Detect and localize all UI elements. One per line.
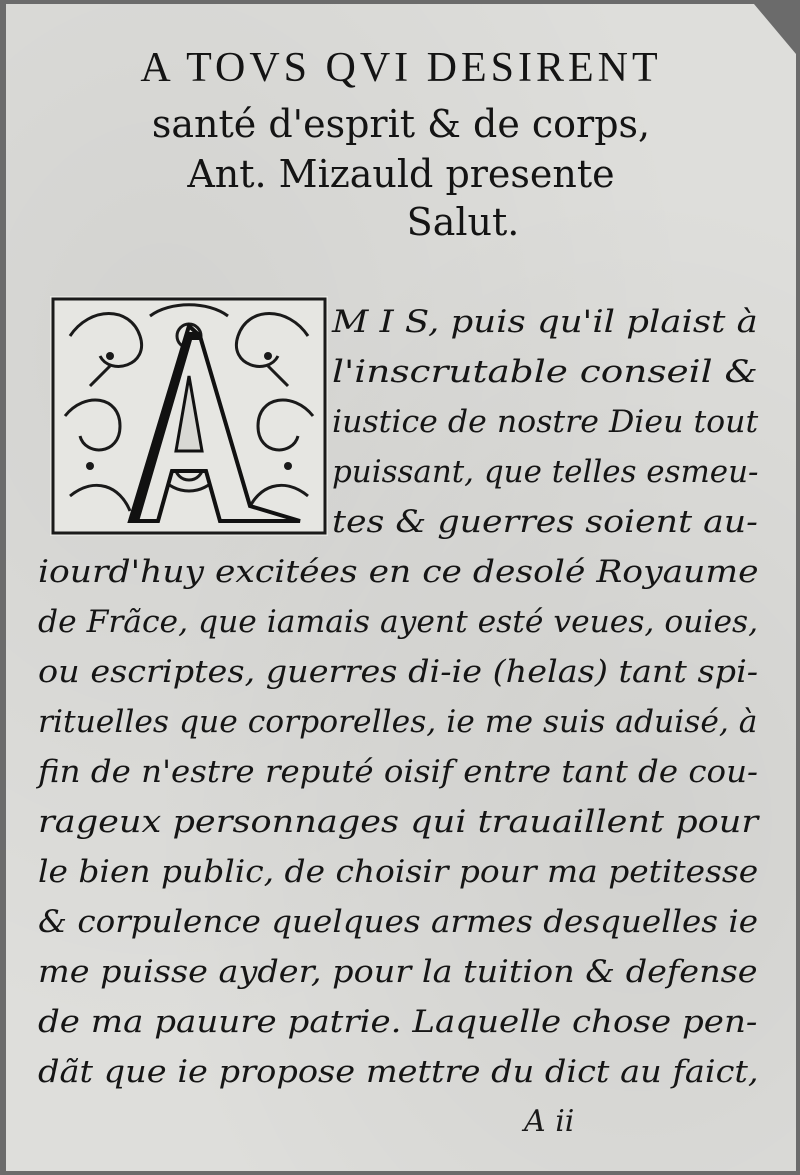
heading-line-3: Ant. Mizauld presente <box>187 152 615 196</box>
text-line: fin de n'estre reputé oisif entre tant de cou- <box>38 754 758 790</box>
text-line: M I S, puis qu'il plaist à <box>332 304 758 340</box>
signature-mark: A ii <box>524 1104 575 1139</box>
text-line: & corpulence quelques armes desquelles ie <box>38 904 759 940</box>
text-line: iustice de nostre Dieu tout <box>332 404 759 440</box>
text-line: ou escriptes, guerres di-ie (helas) tant spi- <box>38 654 759 690</box>
heading-line-2: santé d'esprit & de corps, <box>151 102 651 146</box>
ornamental-initial-a <box>50 296 328 536</box>
text-line: rageux personnages qui trauaillent pour <box>38 804 759 840</box>
text-line: de ma pauure patrie. Laquelle chose pen- <box>38 1004 758 1040</box>
text-line: tes & guerres soient au- <box>332 504 758 540</box>
text-line: dãt que ie propose mettre du dict au faict, <box>38 1054 759 1090</box>
text-line: le bien public, de choisir pour ma petitesse <box>38 854 759 890</box>
text-line: iourd'huy excitées en ce desolé Royaume <box>38 554 759 590</box>
book-page <box>6 4 796 1171</box>
heading-line-4: Salut. <box>406 200 520 244</box>
text-line: puissant, que telles esmeu- <box>332 454 759 490</box>
text-line: rituelles que corporelles, ie me suis aduisé, à <box>38 704 758 740</box>
text-line: l'inscrutable conseil & <box>332 354 758 390</box>
heading-line-1: A TOVS QVI DESIRENT <box>140 45 662 91</box>
text-line: de Frãce, que iamais ayent esté veues, ouies, <box>38 604 759 640</box>
text-line: me puisse ayder, pour la tuition & defense <box>38 954 758 990</box>
